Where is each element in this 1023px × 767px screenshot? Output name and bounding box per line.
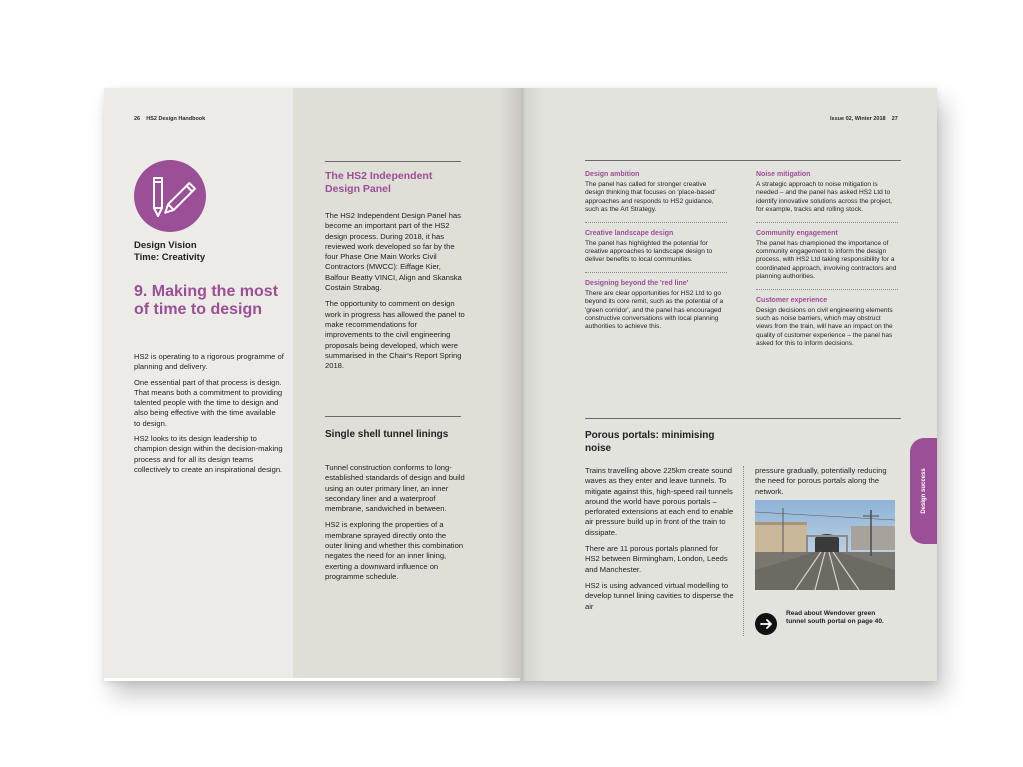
intro-paragraph: HS2 looks to its design leadership to champion design within the decision-making process and for all its design teams collectively to create an inspirational design.: [134, 434, 283, 474]
finding-text: The panel has highlighted the potential for creative approaches to landscape design to deliver benefits to local communities.: [585, 239, 713, 264]
portals-paragraph: HS2 is using advanced virtual modelling to develop tunnel lining cavities to disperse the air: [585, 580, 734, 611]
finding-heading: Designing beyond the 'red line': [585, 279, 689, 287]
finding-heading: Design ambition: [585, 171, 640, 178]
panel-heading: The HS2 Independent Design Panel: [325, 170, 433, 195]
left-folio: [134, 116, 205, 122]
tunnel-portal-image: [755, 500, 895, 590]
section-tab[interactable]: [910, 438, 937, 544]
panel-text: [325, 211, 465, 377]
shell-heading: Single shell tunnel linings: [325, 429, 449, 440]
panel-paragraph: The HS2 Independent Design Panel has become an important part of the HS2 design process. During 2018, it has reviewed work developed so far by the four Phase One Main Works Civil Contractors (MWCC): Eiffage Kier, Balfour Beatty VINCI, Align and Skanska Costain Strabag.: [325, 211, 462, 293]
left-folio-title: HS2 Design Handbook: [146, 116, 206, 122]
right-folio: [830, 116, 898, 122]
dotted-divider: [756, 222, 898, 223]
pencil-icon: [134, 160, 206, 232]
shell-paragraph: HS2 is exploring the properties of a membrane sprayed directly onto the outer lining and whether this combination negates the need for an inner lining, exerting a downward influence on programme schedule.: [325, 520, 464, 581]
divider: [585, 418, 901, 419]
portals-paragraph: There are 11 porous portals planned for HS2 between Birmingham, London, Leeds and Manchester.: [585, 544, 728, 574]
intro-text: [134, 352, 284, 480]
panel-paragraph: The opportunity to comment on design work in progress has allowed the panel to make recommendations for improvements to the civil engineering proposals being developed, which were summarised in the Chair's Report Spring 2018.: [325, 299, 465, 371]
read-more-link[interactable]: Read about Wendover green tunnel south portal on page 40.: [786, 610, 884, 626]
pencil-icon-badge: [134, 160, 206, 232]
finding-heading: Creative landscape design: [585, 229, 674, 237]
section-title: 9. Making the most of time to design: [134, 283, 279, 318]
finding-block: [585, 279, 727, 332]
shell-paragraph: Tunnel construction conforms to long-established standards of design and build using an outer primary liner, an inner secondary liner and a waterproof membrane, sandwiched in between.: [325, 463, 465, 514]
finding-block: [585, 229, 727, 265]
finding-block: [756, 229, 898, 282]
finding-text: Design decisions on civil engineering elements such as noise barriers, which may obstruct views from the train, will have an impact on the quality of customer experience – the panel has asked for this to inform decisions.: [756, 306, 893, 348]
left-page-number: 26: [134, 116, 141, 122]
column-rule: [743, 466, 744, 636]
tunnel-portal-photo: [755, 500, 895, 590]
finding-text: A strategic approach to noise mitigation is needed – and the panel has asked HS2 Ltd to identify innovative solutions across the project, for example, tracks and rolling stock.: [756, 181, 892, 214]
section-tab-label: Design success: [920, 468, 927, 514]
panel-findings-column-1: [585, 170, 727, 332]
finding-block: [756, 170, 898, 215]
finding-text: The panel has called for stronger creative design thinking that focuses on 'place-based' approaches and responds to HS2 guidance, such as the Art Strategy.: [585, 181, 716, 214]
finding-text: The panel has championed the importance of community engagement to inform the design process, with HS2 Ltd taking responsibility for a coordinated approach, involving contractors and planning authorities.: [756, 239, 897, 281]
dotted-divider: [585, 222, 727, 223]
section-label: [134, 240, 284, 264]
right-page-number: 27: [891, 116, 898, 122]
panel-findings-column-2: [756, 170, 898, 349]
finding-block: [756, 296, 898, 349]
intro-paragraph: HS2 is operating to a rigorous programme of planning and delivery.: [134, 352, 284, 372]
portals-text: [585, 466, 735, 618]
finding-block: [585, 170, 727, 215]
right-folio-issue: Issue 02, Winter 2018: [830, 116, 886, 122]
read-more-button[interactable]: [755, 613, 777, 635]
finding-text: There are clear opportunities for HS2 Ltd to go beyond its core remit, such as the potential of a 'green corridor', and the panel has encouraged constructive conversations with local planning authorities to achieve this.: [585, 289, 724, 331]
arrow-right-icon: [755, 613, 777, 635]
dotted-divider: [585, 272, 727, 273]
dotted-divider: [756, 289, 898, 290]
finding-heading: Noise mitigation: [756, 171, 811, 178]
portals-paragraph: Trains travelling above 225km create sound waves as they enter and leave tunnels. To mitigate against this, high-speed rail tunnels around the world have porous portals – perforated extensions at each end to enable air pressure build up in front of the train to dissipate.: [585, 466, 734, 537]
portals-heading: Porous portals: minimising noise: [585, 430, 715, 454]
shell-text: [325, 463, 465, 588]
finding-heading: Community engagement: [756, 229, 838, 237]
divider: [325, 161, 461, 162]
section-label-text: Design Vision Time: Creativity: [134, 240, 206, 263]
portals-continued: pressure gradually, potentially reducing the need for porous portals along the network.: [755, 466, 887, 496]
book-gutter: [500, 88, 544, 681]
divider: [325, 416, 461, 417]
intro-paragraph: One essential part of that process is design. That means both a commitment to providing talented people with the time to design and also being effective with the time available to design.: [134, 377, 283, 428]
finding-heading: Customer experience: [756, 296, 828, 304]
divider: [585, 160, 901, 161]
